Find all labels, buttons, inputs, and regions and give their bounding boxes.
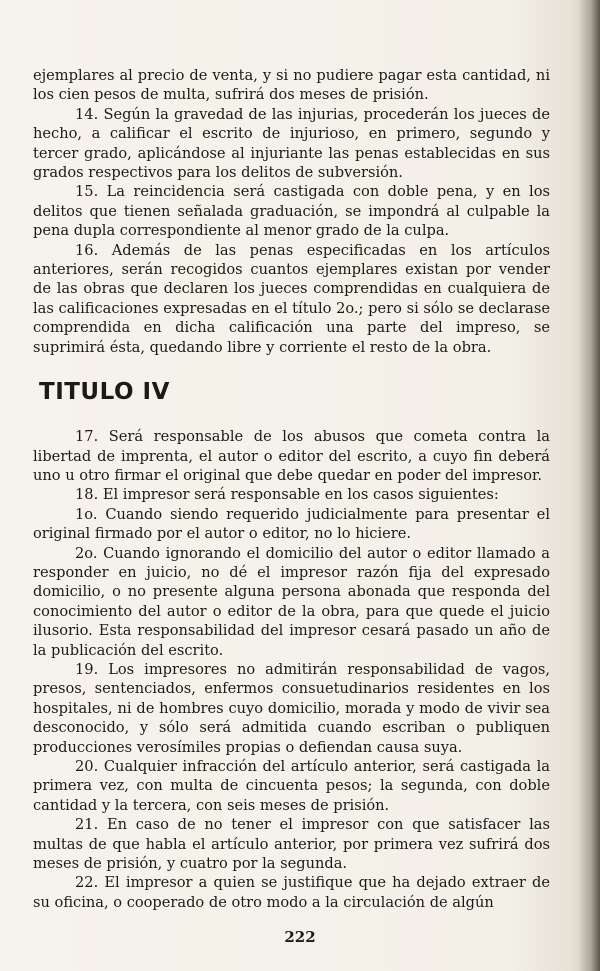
paragraph-article-20: 20. Cualquier infracción del artículo anterior, será castigada la primera vez, con multa de cincuenta pesos; la segunda, con doble cantidad y la tercera, con seis meses de prisión. — [33, 758, 550, 814]
paragraph-item-2: 2o. Cuando ignorando el domicilio del autor o editor llamado a responder en juicio, no dé el impresor razón fija del expresado domicilio, o no presente alguna persona abonada que responda del conocimiento del autor o editor de la obra, para que quede el juicio ilusorio. Esta responsabilidad del impresor cesará pasado un año de la publicación del escrito. — [33, 544, 550, 659]
paragraphs-top — [33, 66, 550, 357]
paragraph-item-1: 1o. Cuando siendo requerido judicialmente para presentar el original firmado por el autor o editor, no lo hiciere. — [33, 505, 550, 543]
section-heading: TITULO IV — [39, 379, 170, 406]
paragraph-article-18: 18. El impresor será responsable en los casos siguientes: — [75, 486, 499, 504]
paragraph-article-19: 19. Los impresores no admitirán responsabilidad de vagos, presos, sentenciados, enfermos consuetudinarios residentes en los hospitales, ni de hombres cuyo domicilio, morada y modo de vivir sea desconocido, y sólo será admitida cuando escriban o publiquen producciones verosímiles propias o defiendan causa suya. — [33, 660, 550, 756]
page-number: 222 — [284, 928, 316, 946]
paragraph-article-16: 16. Además de las penas especificadas en los artículos anteriores, serán recogidos cuantos ejemplares existan por vender de las obras que declaren los jueces comprendidas en cualquiera de las calificaciones expresadas en el título 2o.; pero si sólo se declarase comprendida en dicha calificación una parte del impreso, se suprimirá ésta, quedando libre y corriente el resto de la obra. — [33, 241, 550, 356]
paragraphs-bottom — [33, 427, 550, 912]
page-binding-shadow — [578, 0, 600, 971]
paragraph: ejemplares al precio de venta, y si no pudiere pagar esta cantidad, ni los cien pesos de multa, sufrirá dos meses de prisión. — [33, 67, 550, 104]
paragraph-article-17: 17. Será responsable de los abusos que cometa contra la libertad de imprenta, el autor o editor del escrito, a cuyo fin deberá uno u otro firmar el original que debe quedar en poder del impresor. — [33, 428, 550, 484]
paragraph-article-15: 15. La reincidencia será castigada con doble pena, y en los delitos que tienen señalada graduación, se impondrá al culpable la pena dupla correspondiente al menor grado de la culpa. — [33, 183, 550, 240]
page-text — [33, 66, 550, 912]
paragraph-article-14: 14. Según la gravedad de las injurias, procederán los jueces de hecho, a calificar el escrito de injurioso, en primero, segundo y tercer grado, aplicándose al injuriante las penas establecidas en sus grados respectivos para los delitos de subversión. — [33, 105, 550, 182]
paragraph-article-21: 21. En caso de no tener el impresor con que satisfacer las multas de que habla el artículo anterior, por primera vez sufrirá dos meses de prisión, y cuatro por la segunda. — [33, 816, 550, 873]
paragraph-article-22: 22. El impresor a quien se justifique que ha dejado extraer de su oficina, o cooperado de otro modo a la circulación de algún — [33, 874, 550, 911]
